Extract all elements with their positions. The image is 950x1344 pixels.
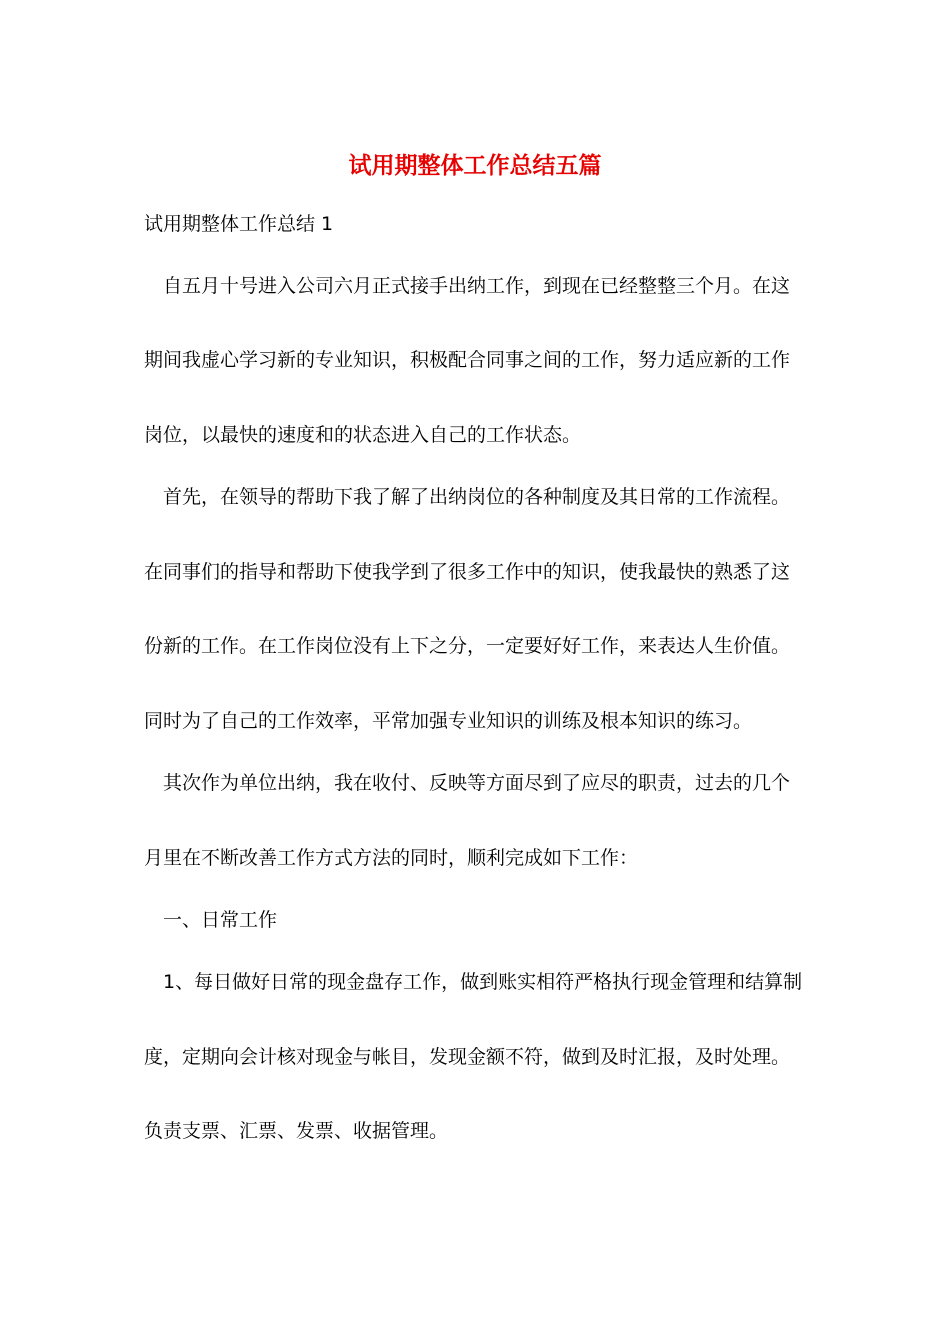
paragraph-line: 其次作为单位出纳，我在收付、反映等方面尽到了应尽的职责，过去的几个 <box>163 772 791 794</box>
subsection-heading: 一、日常工作 <box>163 909 278 931</box>
paragraph-line: 月里在不断改善工作方式方法的同时，顺利完成如下工作： <box>144 847 639 869</box>
paragraph-line: 份新的工作。在工作岗位没有上下之分，一定要好好工作，来表达人生价值。 <box>144 635 791 657</box>
paragraph-line: 在同事们的指导和帮助下使我学到了很多工作中的知识，使我最快的熟悉了这 <box>144 561 791 583</box>
document-title: 试用期整体工作总结五篇 <box>348 152 602 179</box>
paragraph-line: 岗位，以最快的速度和的状态进入自己的工作状态。 <box>144 424 582 446</box>
section-heading: 试用期整体工作总结 1 <box>144 213 334 235</box>
paragraph-line: 自五月十号进入公司六月正式接手出纳工作，到现在已经整整三个月。在这 <box>163 275 791 297</box>
paragraph-line: 度，定期向会计核对现金与帐目，发现金额不符，做到及时汇报，及时处理。 <box>144 1046 791 1068</box>
paragraph-line: 同时为了自己的工作效率，平常加强专业知识的训练及根本知识的练习。 <box>144 710 753 732</box>
paragraph-line: 首先，在领导的帮助下我了解了出纳岗位的各种制度及其日常的工作流程。 <box>163 486 791 508</box>
paragraph-line: 1、每日做好日常的现金盘存工作，做到账实相符严格执行现金管理和结算制 <box>163 971 803 993</box>
paragraph-line: 负责支票、汇票、发票、收据管理。 <box>144 1120 449 1142</box>
paragraph-line: 期间我虚心学习新的专业知识，积极配合同事之间的工作，努力适应新的工作 <box>144 349 791 371</box>
